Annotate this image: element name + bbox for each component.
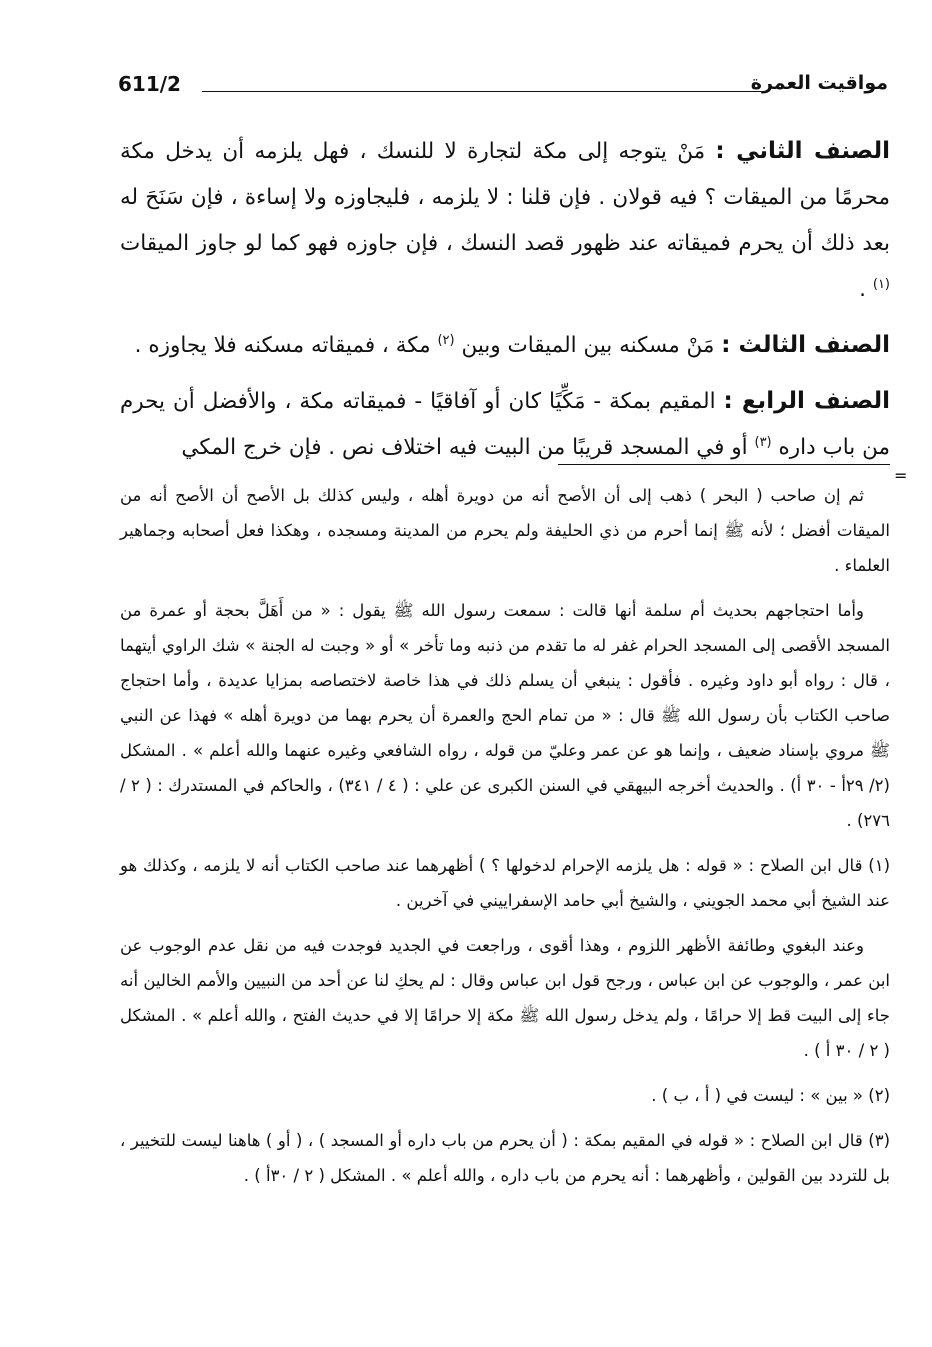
paragraph-end: . xyxy=(859,277,867,302)
paragraph-text: مَنْ مسكنه بين الميقات وبين xyxy=(461,333,715,358)
paragraph-text: أو في المسجد قريبًا من البيت فيه اختلاف نص . فإن خرج المكي xyxy=(181,435,748,460)
footnote-1-continued: وعند البغوي وطائفة الأظهر اللزوم ، وهذا أقوى ، وراجعت في الجديد فوجدت فيه من نقل عدم الوجوب عن ابن عمر ، والوجوب عن ابن عباس ، ورجح قول ابن عباس وقال : لم يحكِ لنا عن أحد من النبيين والأمم الخالين أنه جاء إلى البيت قط إلا حرامًا ، ولم يدخل رسول الله ﷺ مكة إلا حرامًا إلا في حديث الفتح ، والله أعلم » . المشكل ( ٢ / ٣٠ أ ) . xyxy=(120,936,890,1060)
footnote-ref-3[interactable]: (٣) xyxy=(754,434,772,450)
paragraph-lead: الصنف الرابع : xyxy=(723,388,891,414)
paragraph-text: المقيم بمكة - مَكِّيًا كان أو آفاقيًا - فميقاته مكة ، والأفضل أن يحرم من باب داره xyxy=(120,389,890,460)
paragraph-lead: الصنف الثاني : xyxy=(715,138,890,164)
paragraph-class-three xyxy=(120,322,890,369)
paragraph-lead: الصنف الثالث : xyxy=(721,332,890,358)
paragraph-text: مَنْ يتوجه إلى مكة لتجارة لا للنسك ، فهل يلزمه أن يدخل مكة محرمًا من الميقات ؟ فيه قولان . فإن قلنا : لا يلزمه ، فليجاوزه ولا إساءة ، فإن سَنَحَ له بعد ذلك أن يحرم فميقاته عند ظهور قصد النسك ، فإن جاوزه فهو كما لو جاوز الميقات xyxy=(120,139,890,256)
main-text xyxy=(120,128,890,480)
footnote-2: (٢) « بين » : ليست في ( أ ، ب ) . xyxy=(651,1086,890,1105)
footnote-3: (٣) قال ابن الصلاح : « قوله في المقيم بمكة : ( أن يحرم من باب داره أو المسجد ) ، ( أو ) هاهنا ليست للتخيير ، بل للتردد بين القولين ، وأظهرهما : أنه يحرم من باب داره ، والله أعلم » . المشكل ( ٢ / ٣٠أ ) . xyxy=(120,1131,890,1185)
running-title: مواقيت العمرة xyxy=(750,72,888,94)
page-number: 611/2 xyxy=(118,72,181,96)
header-rule xyxy=(202,91,766,92)
footnote-ref-2[interactable]: (٢) xyxy=(437,332,455,348)
page-header xyxy=(118,72,888,102)
footnote-continued: ثم إن صاحب ( البحر ) ذهب إلى أن الأصح أنه من دويرة أهله ، وليس كذلك بل الأصح أن الأصح أنه من الميقات أفضل ؛ لأنه ﷺ إنما أحرم من ذي الحليفة ولم يحرم من المدينة ومسجده ، وهكذا فعل أصحابه وجماهير العلماء . xyxy=(120,486,890,575)
footnote-ref-1[interactable]: (١) xyxy=(872,276,890,292)
paragraph-text: مكة ، فميقاته مسكنه فلا يجاوزه . xyxy=(134,333,431,358)
continuation-mark: = xyxy=(894,466,908,485)
footnote-1: (١) قال ابن الصلاح : « قوله : هل يلزمه الإحرام لدخولها ؟ ) أظهرهما عند صاحب الكتاب أنه لا يلزمه ، وكذلك هو عند الشيخ أبي محمد الجويني ، والشيخ أبي حامد الإسفراييني في آخرين . xyxy=(120,856,890,910)
footnotes xyxy=(120,478,890,1203)
paragraph-class-four xyxy=(120,378,890,471)
footnote-separator xyxy=(558,464,890,465)
footnote-continued: وأما احتجاجهم بحديث أم سلمة أنها قالت : سمعت رسول الله ﷺ يقول : « من أَهَلَّ بحجة أو عمرة من المسجد الأقصى إلى المسجد الحرام غفر له ما تقدم من ذنبه وما تأخر » أو « وجبت له الجنة » شك الراوي أيتهما ، قال : رواه أبو داود وغيره . فأقول : ينبغي أن يسلم ذلك في هذا خاصة لاختصاصه بمزايا عديدة ، وأما احتجاج صاحب الكتاب بأن رسول الله ﷺ قال : « من تمام الحج والعمرة أن يحرم بهما من دويرة أهله » فهذا عن النبي ﷺ مروي بإسناد ضعيف ، وإنما هو عن عمر وعليّ من قوله ، رواه الشافعي وغيره عنهما والله أعلم » . المشكل (٢/ ٢٩أ - ٣٠ أ) . والحديث أخرجه البيهقي في السنن الكبرى عن علي : ( ٤ / ٣٤١) ، والحاكم في المستدرك : ( ٢ / ٢٧٦) . xyxy=(120,601,890,830)
paragraph-class-two xyxy=(120,128,890,313)
